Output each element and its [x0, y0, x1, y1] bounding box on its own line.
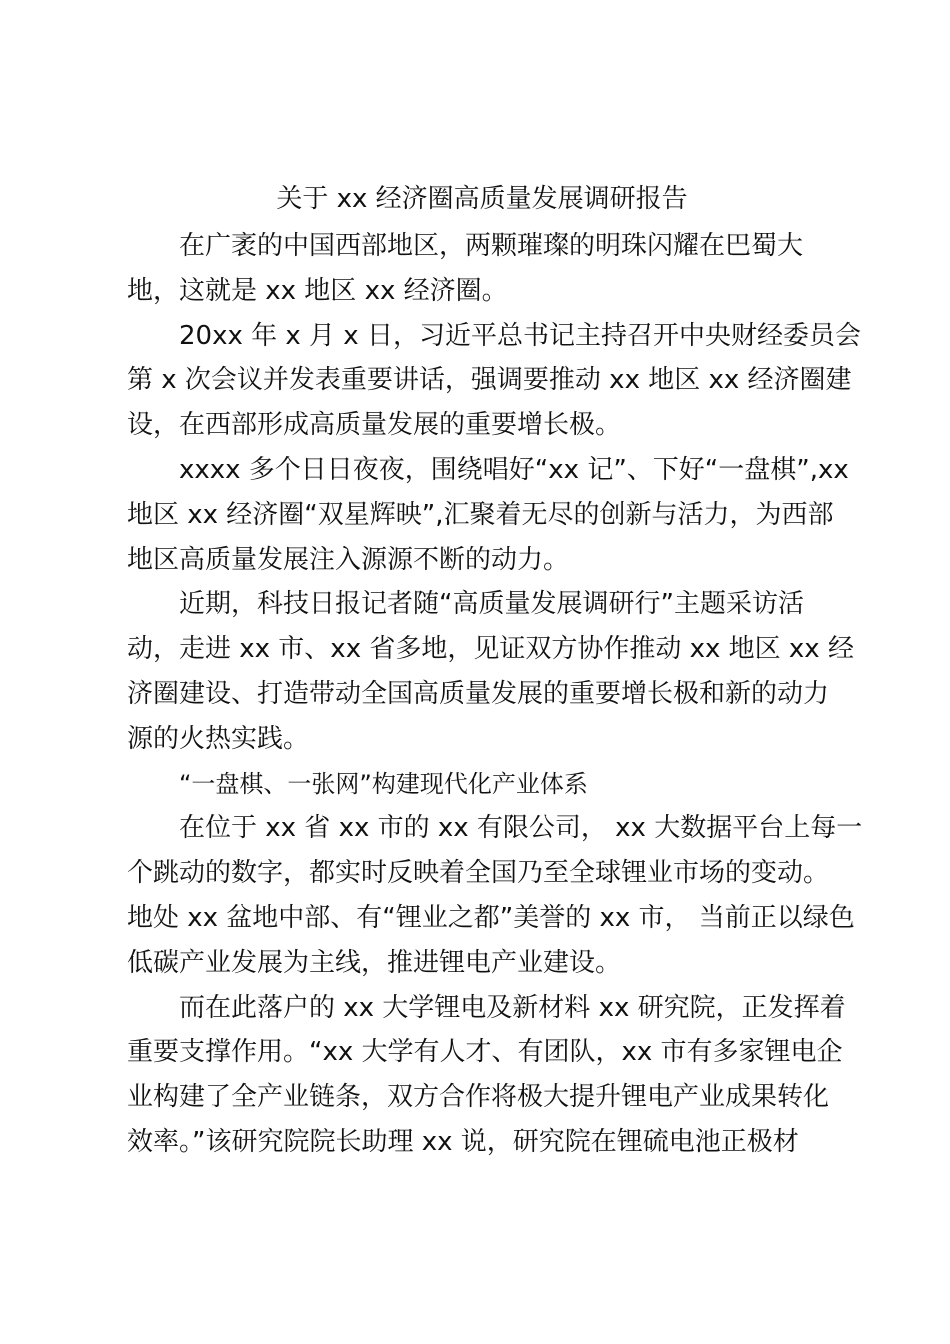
paragraph-line: 第 x 次会议并发表重要讲话，强调要推动 xx 地区 xx 经济圈建 [127, 365, 852, 396]
paragraph-line: 源的火热实践。 [127, 723, 310, 754]
paragraph-line: 地，这就是 xx 地区 xx 经济圈。 [127, 275, 508, 306]
paragraph-line: 地区 xx 经济圈“双星辉映”,汇聚着无尽的创新与活力，为西部 [127, 499, 834, 530]
paragraph-line: 近期，科技日报记者随“高质量发展调研行”主题采访活 [179, 589, 804, 620]
paragraph-line: 低碳产业发展为主线，推进锂电产业建设。 [127, 947, 622, 978]
paragraph-line: 在位于 xx 省 xx 市的 xx 有限公司， xx 大数据平台上每一 [179, 813, 863, 844]
paragraph-line: 效率。”该研究院院长助理 xx 说，研究院在锂硫电池正极材 [127, 1126, 799, 1157]
document-title: 关于 xx 经济圈高质量发展调研报告 [276, 184, 688, 214]
document-body [127, 224, 863, 1165]
paragraph-line: 设，在西部形成高质量发展的重要增长极。 [127, 410, 622, 441]
paragraph-line: 个跳动的数字，都实时反映着全国乃至全球锂业市场的变动。 [127, 858, 830, 889]
paragraph-line: 动，走进 xx 市、xx 省多地，见证双方协作推动 xx 地区 xx 经 [127, 634, 854, 665]
paragraph-line: 20xx 年 x 月 x 日，习近平总书记主持召开中央财经委员会 [179, 320, 861, 351]
paragraph-line: 在广袤的中国西部地区，两颗璀璨的明珠闪耀在巴蜀大 [179, 231, 804, 261]
paragraph-line: xxxx 多个日日夜夜，围绕唱好“xx 记”、下好“一盘棋”,xx [179, 454, 849, 485]
paragraph-line: 济圈建设、打造带动全国高质量发展的重要增长极和新的动力 [127, 678, 830, 709]
paragraph-line: 业构建了全产业链条，双方合作将极大提升锂电产业成果转化 [127, 1082, 830, 1113]
paragraph-line: 重要支撑作用。“xx 大学有人才、有团队，xx 市有多家锂电企 [127, 1037, 843, 1068]
paragraph-line: 而在此落户的 xx 大学锂电及新材料 xx 研究院，正发挥着 [179, 992, 846, 1023]
paragraph-line: 地处 xx 盆地中部、有“锂业之都”美誉的 xx 市， 当前正以绿色 [127, 902, 855, 933]
section-heading: “一盘棋、一张网”构建现代化产业体系 [179, 769, 588, 798]
paragraph-line: 地区高质量发展注入源源不断的动力。 [127, 544, 570, 575]
